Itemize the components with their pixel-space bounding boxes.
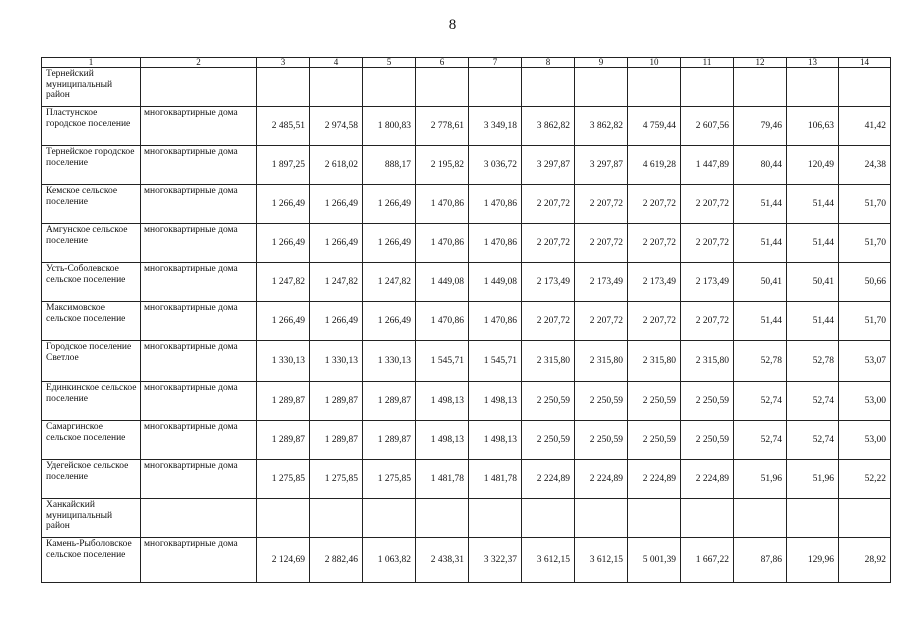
- value-cell: 2 207,72: [522, 185, 575, 224]
- value-cell: 51,44: [734, 224, 787, 263]
- value-cell: 1 470,86: [469, 185, 522, 224]
- column-header: 5: [363, 58, 416, 68]
- value-cell: 50,41: [787, 263, 839, 302]
- tariff-table: [41, 57, 891, 583]
- housing-type-cell: [141, 499, 257, 538]
- value-cell: 2 173,49: [628, 263, 681, 302]
- value-cell: [681, 499, 734, 538]
- table-row: [42, 302, 891, 341]
- value-cell: 129,96: [787, 538, 839, 583]
- column-header: 13: [787, 58, 839, 68]
- value-cell: 51,44: [787, 185, 839, 224]
- value-cell: 1 470,86: [469, 224, 522, 263]
- value-cell: 1 498,13: [416, 382, 469, 421]
- value-cell: [257, 68, 310, 107]
- value-cell: [734, 68, 787, 107]
- value-cell: 2 315,80: [628, 341, 681, 382]
- value-cell: 1 275,85: [363, 460, 416, 499]
- value-cell: 51,70: [839, 185, 891, 224]
- value-cell: 5 001,39: [628, 538, 681, 583]
- table-row: [42, 224, 891, 263]
- value-cell: 24,38: [839, 146, 891, 185]
- value-cell: 2 607,56: [681, 107, 734, 146]
- value-cell: 51,44: [734, 185, 787, 224]
- value-cell: [839, 68, 891, 107]
- value-cell: [257, 499, 310, 538]
- value-cell: 2 207,72: [575, 302, 628, 341]
- housing-type-cell: [141, 68, 257, 107]
- column-header: 9: [575, 58, 628, 68]
- value-cell: 2 618,02: [310, 146, 363, 185]
- value-cell: 2 315,80: [522, 341, 575, 382]
- value-cell: 79,46: [734, 107, 787, 146]
- value-cell: 28,92: [839, 538, 891, 583]
- value-cell: 2 207,72: [575, 185, 628, 224]
- value-cell: 2 207,72: [522, 224, 575, 263]
- value-cell: 1 266,49: [257, 185, 310, 224]
- value-cell: 1 289,87: [257, 382, 310, 421]
- value-cell: [416, 68, 469, 107]
- value-cell: 3 612,15: [522, 538, 575, 583]
- value-cell: 52,74: [787, 421, 839, 460]
- value-cell: 2 315,80: [681, 341, 734, 382]
- value-cell: 3 297,87: [522, 146, 575, 185]
- value-cell: [787, 499, 839, 538]
- value-cell: 1 481,78: [469, 460, 522, 499]
- value-cell: [628, 499, 681, 538]
- value-cell: 106,63: [787, 107, 839, 146]
- value-cell: 1 266,49: [257, 224, 310, 263]
- value-cell: 52,22: [839, 460, 891, 499]
- housing-type-cell: многоквартирные дома: [141, 460, 257, 499]
- value-cell: [310, 68, 363, 107]
- table-row: [42, 538, 891, 583]
- value-cell: 1 545,71: [416, 341, 469, 382]
- column-header: 14: [839, 58, 891, 68]
- value-cell: 1 800,83: [363, 107, 416, 146]
- housing-type-cell: многоквартирные дома: [141, 538, 257, 583]
- table-row: [42, 421, 891, 460]
- value-cell: 1 330,13: [257, 341, 310, 382]
- value-cell: 1 470,86: [416, 302, 469, 341]
- value-cell: 2 173,49: [522, 263, 575, 302]
- value-cell: 2 207,72: [522, 302, 575, 341]
- table-row: [42, 68, 891, 107]
- value-cell: 1 289,87: [310, 421, 363, 460]
- value-cell: 2 485,51: [257, 107, 310, 146]
- value-cell: 3 612,15: [575, 538, 628, 583]
- value-cell: 1 289,87: [310, 382, 363, 421]
- settlement-name-cell: Ханкайский муниципальный район: [42, 499, 141, 538]
- settlement-name-cell: Усть-Соболевское сельское поселение: [42, 263, 141, 302]
- table-row: [42, 146, 891, 185]
- value-cell: 3 862,82: [522, 107, 575, 146]
- value-cell: 2 250,59: [628, 421, 681, 460]
- value-cell: 2 207,72: [681, 185, 734, 224]
- column-header: 2: [141, 58, 257, 68]
- column-header: 8: [522, 58, 575, 68]
- housing-type-cell: многоквартирные дома: [141, 341, 257, 382]
- value-cell: 1 470,86: [469, 302, 522, 341]
- column-header: 3: [257, 58, 310, 68]
- value-cell: 53,00: [839, 382, 891, 421]
- value-cell: 2 207,72: [681, 224, 734, 263]
- value-cell: 52,74: [734, 421, 787, 460]
- value-cell: [416, 499, 469, 538]
- value-cell: 51,96: [787, 460, 839, 499]
- page-number: 8: [448, 17, 457, 33]
- value-cell: 50,41: [734, 263, 787, 302]
- value-cell: 1 330,13: [310, 341, 363, 382]
- housing-type-cell: многоквартирные дома: [141, 146, 257, 185]
- housing-type-cell: многоквартирные дома: [141, 107, 257, 146]
- value-cell: [575, 499, 628, 538]
- value-cell: 1 275,85: [310, 460, 363, 499]
- value-cell: 2 207,72: [681, 302, 734, 341]
- value-cell: 1 266,49: [363, 224, 416, 263]
- value-cell: [469, 499, 522, 538]
- settlement-name-cell: Камень-Рыболовское сельское поселение: [42, 538, 141, 583]
- value-cell: 52,74: [734, 382, 787, 421]
- value-cell: 2 250,59: [522, 382, 575, 421]
- value-cell: 2 207,72: [628, 185, 681, 224]
- value-cell: 1 470,86: [416, 185, 469, 224]
- housing-type-cell: многоквартирные дома: [141, 263, 257, 302]
- value-cell: 2 224,89: [522, 460, 575, 499]
- value-cell: 2 974,58: [310, 107, 363, 146]
- value-cell: 1 289,87: [363, 382, 416, 421]
- value-cell: 2 207,72: [628, 224, 681, 263]
- settlement-name-cell: Городское поселение Светлое: [42, 341, 141, 382]
- value-cell: 1 266,49: [257, 302, 310, 341]
- value-cell: 2 438,31: [416, 538, 469, 583]
- value-cell: 3 349,18: [469, 107, 522, 146]
- value-cell: 52,78: [734, 341, 787, 382]
- column-header: 7: [469, 58, 522, 68]
- value-cell: 888,17: [363, 146, 416, 185]
- value-cell: 1 063,82: [363, 538, 416, 583]
- housing-type-cell: многоквартирные дома: [141, 382, 257, 421]
- table-row: [42, 382, 891, 421]
- value-cell: 1 289,87: [363, 421, 416, 460]
- value-cell: 1 470,86: [416, 224, 469, 263]
- column-header: 4: [310, 58, 363, 68]
- value-cell: 2 207,72: [628, 302, 681, 341]
- value-cell: 51,70: [839, 302, 891, 341]
- value-cell: 1 247,82: [363, 263, 416, 302]
- value-cell: [363, 499, 416, 538]
- housing-type-cell: многоквартирные дома: [141, 302, 257, 341]
- settlement-name-cell: Самаргинское сельское поселение: [42, 421, 141, 460]
- settlement-name-cell: Тернейское городское поселение: [42, 146, 141, 185]
- value-cell: 2 195,82: [416, 146, 469, 185]
- value-cell: 1 330,13: [363, 341, 416, 382]
- value-cell: [575, 68, 628, 107]
- value-cell: 1 667,22: [681, 538, 734, 583]
- value-cell: 1 447,89: [681, 146, 734, 185]
- value-cell: 3 297,87: [575, 146, 628, 185]
- column-header: 1: [42, 58, 141, 68]
- value-cell: [628, 68, 681, 107]
- value-cell: 53,07: [839, 341, 891, 382]
- value-cell: 2 250,59: [575, 382, 628, 421]
- value-cell: 1 897,25: [257, 146, 310, 185]
- value-cell: [310, 499, 363, 538]
- header-row: [42, 58, 891, 68]
- value-cell: 4 619,28: [628, 146, 681, 185]
- settlement-name-cell: Удегейское сельское поселение: [42, 460, 141, 499]
- settlement-name-cell: Кемское сельское поселение: [42, 185, 141, 224]
- value-cell: 3 322,37: [469, 538, 522, 583]
- value-cell: 51,44: [787, 224, 839, 263]
- value-cell: [469, 68, 522, 107]
- column-header: 11: [681, 58, 734, 68]
- value-cell: 1 266,49: [310, 224, 363, 263]
- value-cell: 4 759,44: [628, 107, 681, 146]
- value-cell: 2 250,59: [628, 382, 681, 421]
- column-header: 12: [734, 58, 787, 68]
- table-row: [42, 107, 891, 146]
- value-cell: 1 545,71: [469, 341, 522, 382]
- value-cell: 87,86: [734, 538, 787, 583]
- value-cell: 1 498,13: [469, 382, 522, 421]
- value-cell: 1 247,82: [310, 263, 363, 302]
- value-cell: [681, 68, 734, 107]
- value-cell: 2 207,72: [575, 224, 628, 263]
- value-cell: 51,44: [787, 302, 839, 341]
- value-cell: 52,78: [787, 341, 839, 382]
- housing-type-cell: многоквартирные дома: [141, 224, 257, 263]
- value-cell: 1 275,85: [257, 460, 310, 499]
- settlement-name-cell: Максимовское сельское поселение: [42, 302, 141, 341]
- value-cell: 1 247,82: [257, 263, 310, 302]
- value-cell: [522, 68, 575, 107]
- value-cell: [839, 499, 891, 538]
- value-cell: 2 224,89: [681, 460, 734, 499]
- value-cell: 120,49: [787, 146, 839, 185]
- value-cell: 53,00: [839, 421, 891, 460]
- value-cell: 2 173,49: [681, 263, 734, 302]
- value-cell: 2 778,61: [416, 107, 469, 146]
- value-cell: 52,74: [787, 382, 839, 421]
- value-cell: 80,44: [734, 146, 787, 185]
- value-cell: [363, 68, 416, 107]
- table-row: [42, 499, 891, 538]
- housing-type-cell: многоквартирные дома: [141, 185, 257, 224]
- value-cell: 1 498,13: [416, 421, 469, 460]
- value-cell: 51,96: [734, 460, 787, 499]
- table-row: [42, 263, 891, 302]
- value-cell: 2 250,59: [681, 421, 734, 460]
- value-cell: 1 289,87: [257, 421, 310, 460]
- value-cell: 1 498,13: [469, 421, 522, 460]
- value-cell: 3 036,72: [469, 146, 522, 185]
- table-row: [42, 185, 891, 224]
- value-cell: 50,66: [839, 263, 891, 302]
- value-cell: [522, 499, 575, 538]
- value-cell: 2 224,89: [628, 460, 681, 499]
- settlement-name-cell: Амгунское сельское поселение: [42, 224, 141, 263]
- value-cell: 2 250,59: [522, 421, 575, 460]
- value-cell: 1 266,49: [310, 302, 363, 341]
- value-cell: 1 449,08: [469, 263, 522, 302]
- table-row: [42, 341, 891, 382]
- value-cell: 1 481,78: [416, 460, 469, 499]
- table-row: [42, 460, 891, 499]
- value-cell: 2 173,49: [575, 263, 628, 302]
- value-cell: 1 266,49: [363, 302, 416, 341]
- value-cell: [787, 68, 839, 107]
- value-cell: 1 266,49: [310, 185, 363, 224]
- housing-type-cell: многоквартирные дома: [141, 421, 257, 460]
- settlement-name-cell: Пластунское городское поселение: [42, 107, 141, 146]
- value-cell: 3 862,82: [575, 107, 628, 146]
- column-header: 10: [628, 58, 681, 68]
- column-header: 6: [416, 58, 469, 68]
- value-cell: 2 882,46: [310, 538, 363, 583]
- value-cell: 2 315,80: [575, 341, 628, 382]
- value-cell: 2 250,59: [681, 382, 734, 421]
- value-cell: 51,44: [734, 302, 787, 341]
- value-cell: 1 266,49: [363, 185, 416, 224]
- settlement-name-cell: Единкинское сельское поселение: [42, 382, 141, 421]
- settlement-name-cell: Тернейский муниципальный район: [42, 68, 141, 107]
- value-cell: [734, 499, 787, 538]
- value-cell: 2 124,69: [257, 538, 310, 583]
- value-cell: 2 250,59: [575, 421, 628, 460]
- value-cell: 51,70: [839, 224, 891, 263]
- value-cell: 41,42: [839, 107, 891, 146]
- value-cell: 1 449,08: [416, 263, 469, 302]
- value-cell: 2 224,89: [575, 460, 628, 499]
- table-body: [42, 58, 891, 583]
